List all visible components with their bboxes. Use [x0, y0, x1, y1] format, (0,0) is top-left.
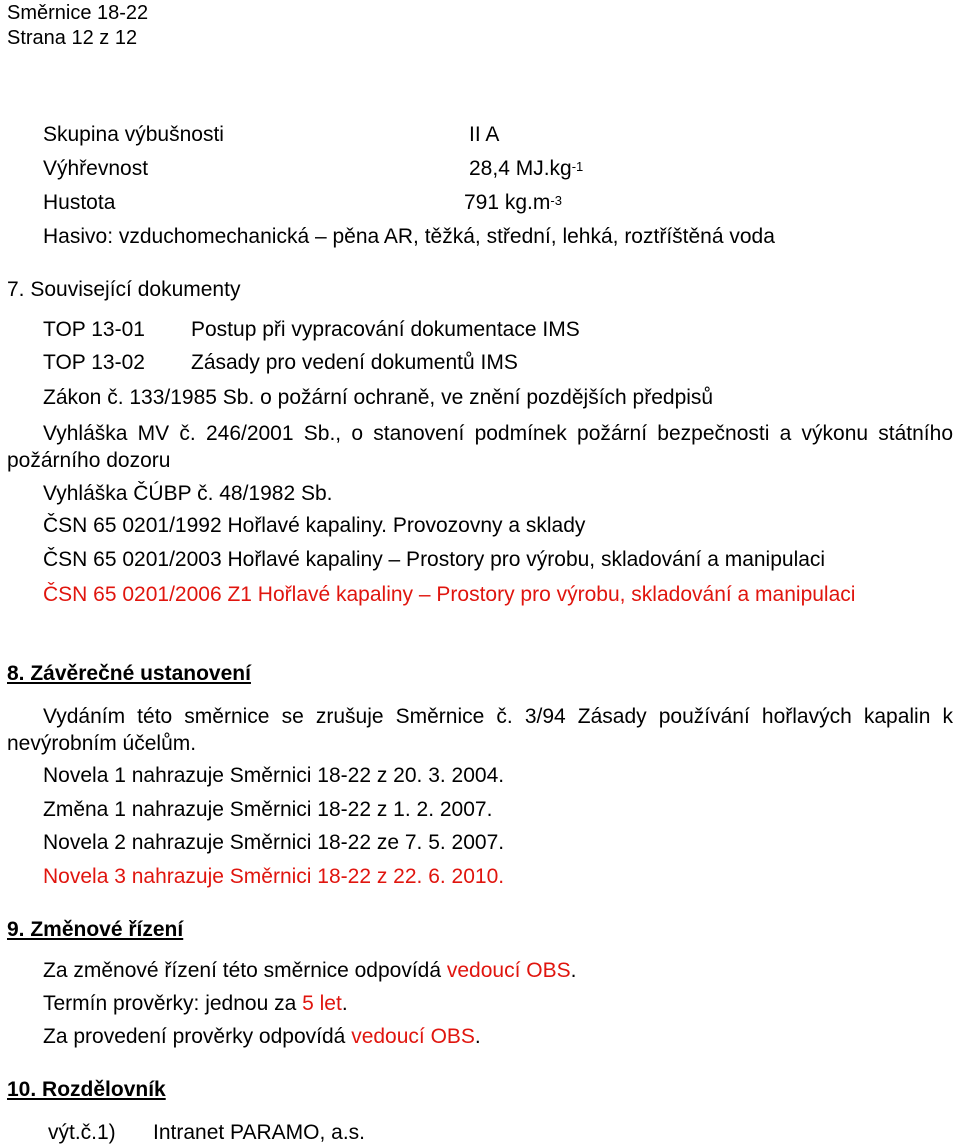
property-label: Skupina výbušnosti — [43, 123, 224, 146]
section-7-title: 7. Související dokumenty — [7, 278, 241, 301]
decree-reference-2: Vyhláška ČÚBP č. 48/1982 Sb. — [43, 482, 333, 505]
property-exponent: -1 — [571, 159, 584, 174]
amendment-item: Změna 1 nahrazuje Směrnici 18-22 z 1. 2. 2007. — [43, 798, 493, 821]
property-exponent: -3 — [550, 193, 562, 208]
property-label: Hustota — [43, 191, 116, 214]
property-label: Výhřevnost — [43, 157, 149, 180]
doc-title: Zásady pro vedení dokumentů IMS — [191, 351, 518, 374]
section-8-title: 8. Závěrečné ustanovení — [7, 662, 251, 685]
review-responsible-line: Za provedení prověrky odpovídá vedoucí OBS. — [43, 1025, 481, 1048]
standard-reference-new: ČSN 65 0201/2006 Z1 Hořlavé kapaliny – Prostory pro výrobu, skladování a manipulaci — [43, 583, 856, 606]
section-9-title: 9. Změnové řízení — [7, 918, 184, 941]
change-management-line: Za změnové řízení této směrnice odpovídá vedoucí OBS. — [43, 959, 577, 982]
property-value: 28,4 $MJ.kg^{-1}$ — [469, 157, 584, 180]
section-10-title: 10. Rozdělovník — [7, 1078, 166, 1101]
standard-reference: ČSN 65 0201/1992 Hořlavé kapaliny. Provozovny a sklady — [43, 514, 586, 537]
page-number: Strana 12 z 12 — [7, 27, 138, 49]
copy-number: výt.č.1) — [48, 1121, 116, 1144]
amendment-item: Novela 1 nahrazuje Směrnici 18-22 z 20. 3. 2004. — [43, 764, 505, 787]
law-reference: Zákon č. 133/1985 Sb. o požární ochraně, ve znění pozdějších předpisů — [43, 386, 714, 409]
standard-reference: ČSN 65 0201/2003 Hořlavé kapaliny – Prostory pro výrobu, skladování a manipulaci — [43, 548, 826, 571]
document-id: Směrnice 18-22 — [7, 2, 149, 24]
recipient: Intranet PARAMO, a.s. — [153, 1121, 366, 1144]
extinguisher-text: Hasivo: vzduchomechanická – pěna AR, těžká, střední, lehká, roztříštěná voda — [43, 225, 775, 248]
property-value: 791 $kg.m^{-3}$ — [464, 191, 562, 214]
amendment-item: Novela 2 nahrazuje Směrnici 18-22 ze 7. 5. 2007. — [43, 831, 505, 854]
section-8-paragraph: Vydáním této směrnice se zrušuje Směrnice č. 3/94 Zásady používání hořlavých kapalin k nevýrobním účelům. — [7, 705, 953, 755]
doc-code: TOP 13-01 — [43, 318, 145, 341]
property-value: II A — [469, 123, 500, 146]
doc-title: Postup při vypracování dokumentace IMS — [191, 318, 580, 341]
decree-reference: Vyhláška MV č. 246/2001 Sb., o stanovení podmínek požární bezpečnosti a výkonu státního požárního dozoru — [7, 422, 953, 472]
amendment-item-current: Novela 3 nahrazuje Směrnici 18-22 z 22. 6. 2010. — [43, 865, 505, 888]
review-period-line: Termín prověrky: jednou za 5 let. — [43, 992, 348, 1015]
doc-code: TOP 13-02 — [43, 351, 145, 374]
